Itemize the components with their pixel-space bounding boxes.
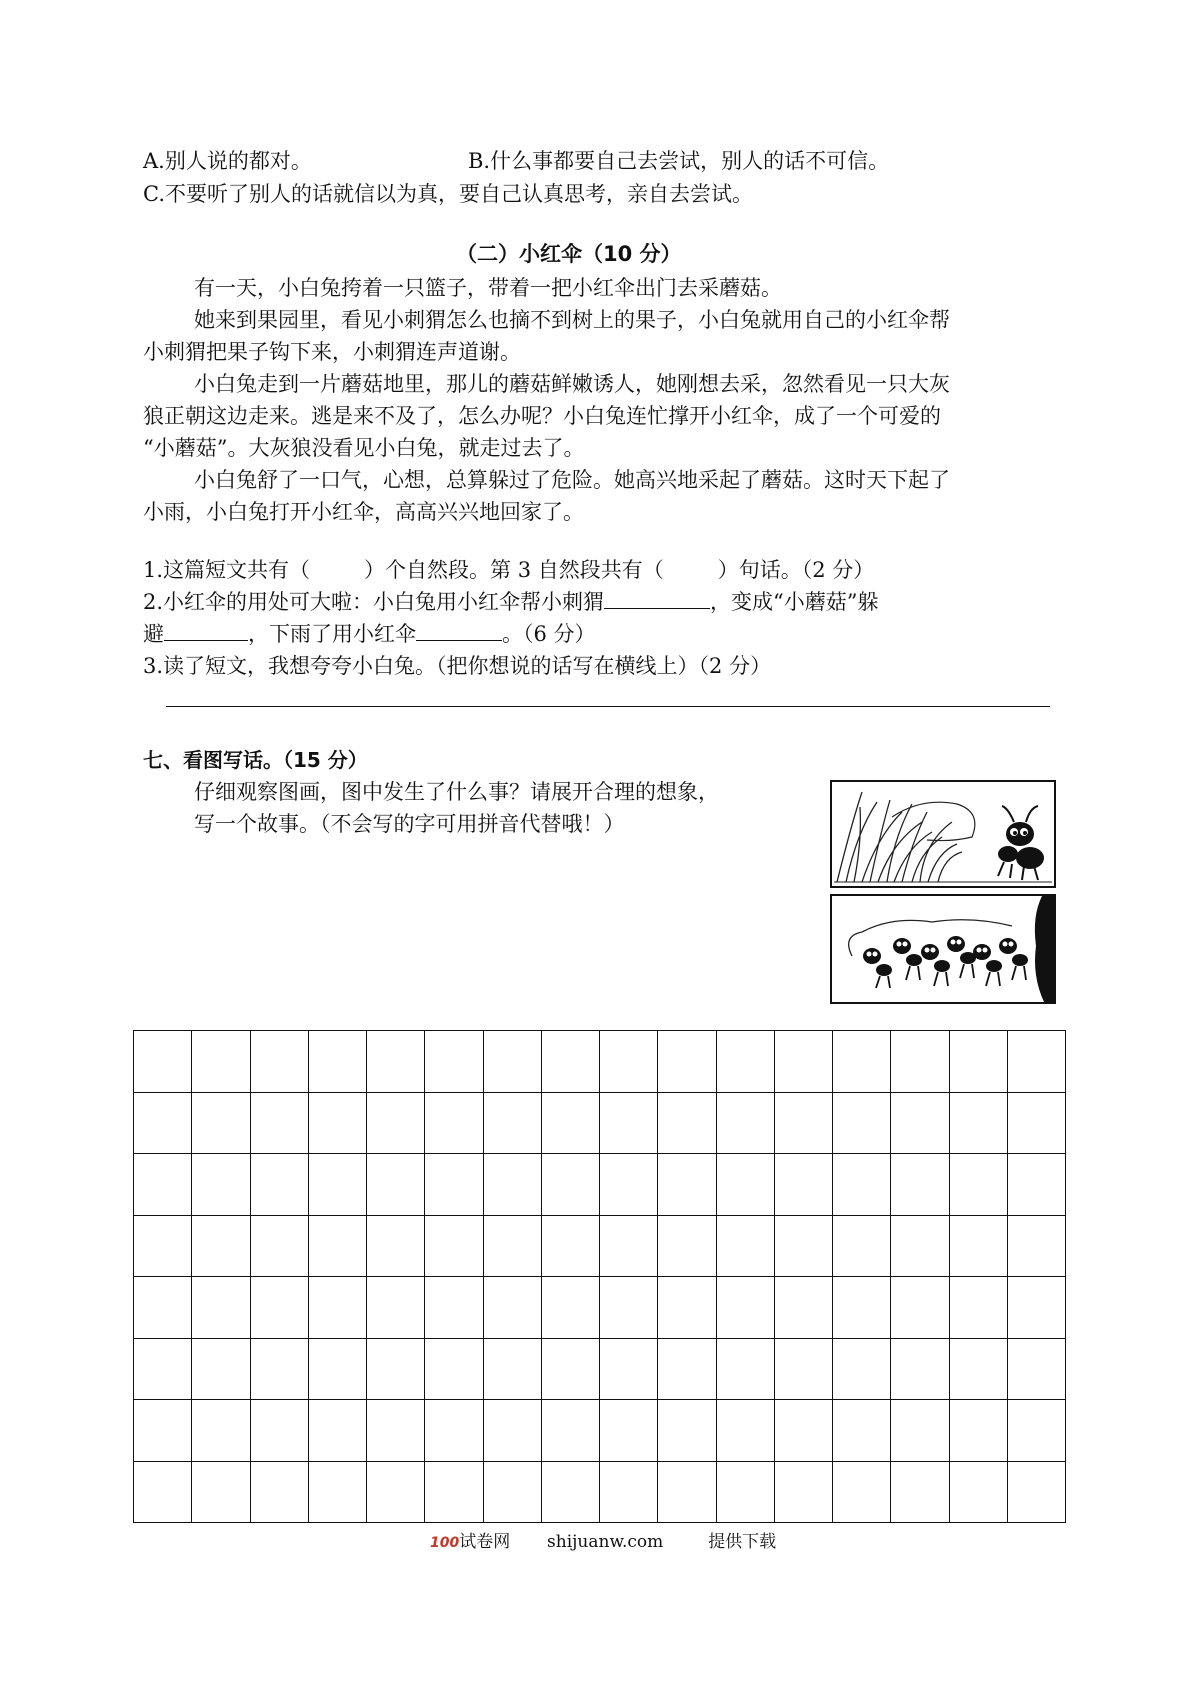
grid-cell[interactable] (251, 1031, 309, 1093)
grid-cell[interactable] (367, 1093, 425, 1155)
section-7-instruction: 仔细观察图画，图中发生了什么事？请展开合理的想象， (194, 780, 719, 804)
grid-cell[interactable] (717, 1400, 775, 1462)
question-1 (143, 556, 874, 584)
grid-cell[interactable] (542, 1093, 600, 1155)
grid-cell[interactable] (658, 1154, 716, 1216)
grid-cell[interactable] (658, 1093, 716, 1155)
grid-cell[interactable] (658, 1400, 716, 1462)
grid-cell[interactable] (658, 1031, 716, 1093)
grid-cell[interactable] (600, 1339, 658, 1401)
passage-paragraph: 小白兔舒了一口气，心想，总算躲过了危险。她高兴地采起了蘑菇。这时天下起了 (194, 468, 950, 492)
grid-cell[interactable] (134, 1462, 192, 1524)
grid-cell[interactable] (251, 1093, 309, 1155)
grid-cell[interactable] (717, 1339, 775, 1401)
grid-cell[interactable] (484, 1031, 542, 1093)
grid-cell[interactable] (367, 1277, 425, 1339)
grid-cell[interactable] (775, 1093, 833, 1155)
question-2-text: 。（6 分） (502, 622, 596, 646)
answer-line[interactable] (166, 706, 1050, 707)
grid-cell[interactable] (367, 1462, 425, 1524)
option-a: A.别人说的都对。 (143, 149, 312, 173)
grid-cell[interactable] (309, 1093, 367, 1155)
grid-cell[interactable] (1008, 1277, 1066, 1339)
passage-line: 狼正朝这边走来。逃是来不及了，怎么办呢？小白兔连忙撑开小红伞，成了一个可爱的 (143, 404, 941, 428)
grid-cell[interactable] (717, 1093, 775, 1155)
footer (430, 1530, 776, 1555)
grid-cell[interactable] (192, 1277, 250, 1339)
grid-cell[interactable] (775, 1216, 833, 1278)
site-logo-text: 试卷网 (459, 1532, 511, 1552)
grid-cell[interactable] (425, 1400, 483, 1462)
grid-cell[interactable] (600, 1154, 658, 1216)
passage-paragraph: 小白兔走到一片蘑菇地里，那儿的蘑菇鲜嫩诱人，她刚想去采，忽然看见一只大灰 (194, 372, 950, 396)
grid-cell[interactable] (891, 1154, 949, 1216)
grid-cell[interactable] (367, 1339, 425, 1401)
grid-cell[interactable] (1008, 1216, 1066, 1278)
grid-cell[interactable] (367, 1400, 425, 1462)
grid-cell[interactable] (1008, 1462, 1066, 1524)
grid-cell[interactable] (950, 1277, 1008, 1339)
grid-cell[interactable] (833, 1400, 891, 1462)
question-1-text: ）句话。（2 分） (717, 558, 875, 582)
site-logo-number: 100 (430, 1535, 460, 1551)
grid-cell[interactable] (833, 1339, 891, 1401)
grid-cell[interactable] (367, 1031, 425, 1093)
ant-grass-drawing (832, 782, 1054, 886)
grid-cell[interactable] (658, 1462, 716, 1524)
grid-cell[interactable] (309, 1277, 367, 1339)
site-url: shijuanw.com (547, 1532, 664, 1552)
grid-cell[interactable] (891, 1462, 949, 1524)
question-2-line-2 (143, 620, 596, 648)
grid-cell[interactable] (891, 1400, 949, 1462)
grid-cell[interactable] (775, 1154, 833, 1216)
grid-cell[interactable] (134, 1216, 192, 1278)
grid-cell[interactable] (600, 1093, 658, 1155)
grid-cell[interactable] (309, 1216, 367, 1278)
grid-cell[interactable] (891, 1031, 949, 1093)
grid-cell[interactable] (542, 1462, 600, 1524)
grid-cell[interactable] (134, 1277, 192, 1339)
grid-cell[interactable] (950, 1154, 1008, 1216)
grid-cell[interactable] (484, 1462, 542, 1524)
grid-cell[interactable] (950, 1216, 1008, 1278)
grid-cell[interactable] (950, 1031, 1008, 1093)
grid-cell[interactable] (309, 1339, 367, 1401)
passage-paragraph: 有一天，小白兔挎着一只篮子，带着一把小红伞出门去采蘑菇。 (194, 276, 782, 300)
question-2-text: 2.小红伞的用处可大啦：小白兔用小红伞帮小刺猬 (143, 590, 605, 614)
grid-cell[interactable] (717, 1154, 775, 1216)
grid-cell[interactable] (775, 1277, 833, 1339)
grid-cell[interactable] (950, 1093, 1008, 1155)
grid-cell[interactable] (309, 1400, 367, 1462)
ant-grass-picture (830, 780, 1056, 888)
grid-cell[interactable] (542, 1031, 600, 1093)
ants-carrying-picture (830, 894, 1056, 1004)
grid-cell[interactable] (542, 1216, 600, 1278)
grid-cell[interactable] (425, 1277, 483, 1339)
grid-cell[interactable] (717, 1216, 775, 1278)
grid-cell[interactable] (542, 1339, 600, 1401)
answer-blank[interactable] (604, 588, 710, 609)
passage-line: 小雨，小白兔打开小红伞，高高兴兴地回家了。 (143, 500, 584, 524)
option-c: C.不要听了别人的话就信以为真，要自己认真思考，亲自去尝试。 (143, 182, 753, 206)
grid-cell[interactable] (542, 1154, 600, 1216)
grid-cell[interactable] (1008, 1400, 1066, 1462)
ants-carrying-drawing (832, 896, 1054, 1002)
grid-cell[interactable] (134, 1154, 192, 1216)
grid-cell[interactable] (251, 1277, 309, 1339)
answer-blank[interactable] (164, 620, 248, 641)
grid-cell[interactable] (192, 1339, 250, 1401)
grid-cell[interactable] (192, 1400, 250, 1462)
grid-cell[interactable] (134, 1093, 192, 1155)
passage-line: “小蘑菇”。大灰狼没看见小白兔，就走过去了。 (143, 436, 585, 460)
grid-cell[interactable] (309, 1031, 367, 1093)
question-2-text: 避 (143, 622, 164, 646)
question-2-text: ，下雨了用小红伞 (248, 622, 416, 646)
grid-cell[interactable] (484, 1093, 542, 1155)
grid-cell[interactable] (134, 1400, 192, 1462)
grid-cell[interactable] (775, 1400, 833, 1462)
grid-cell[interactable] (251, 1400, 309, 1462)
grid-cell[interactable] (891, 1277, 949, 1339)
grid-cell[interactable] (425, 1216, 483, 1278)
grid-cell[interactable] (367, 1154, 425, 1216)
grid-cell[interactable] (600, 1031, 658, 1093)
grid-cell[interactable] (134, 1339, 192, 1401)
grid-cell[interactable] (891, 1093, 949, 1155)
grid-cell[interactable] (134, 1031, 192, 1093)
option-b: B.什么事都要自己去尝试，别人的话不可信。 (468, 149, 890, 173)
grid-cell[interactable] (600, 1277, 658, 1339)
grid-cell[interactable] (833, 1277, 891, 1339)
grid-cell[interactable] (1008, 1339, 1066, 1401)
grid-cell[interactable] (309, 1462, 367, 1524)
grid-cell[interactable] (658, 1339, 716, 1401)
grid-cell[interactable] (192, 1154, 250, 1216)
grid-cell[interactable] (251, 1154, 309, 1216)
grid-cell[interactable] (542, 1400, 600, 1462)
passage-title: （二）小红伞（10 分） (456, 242, 682, 266)
grid-cell[interactable] (658, 1216, 716, 1278)
grid-cell[interactable] (950, 1462, 1008, 1524)
grid-cell[interactable] (192, 1031, 250, 1093)
grid-cell[interactable] (717, 1277, 775, 1339)
grid-cell[interactable] (775, 1462, 833, 1524)
question-2-line-1 (143, 588, 879, 616)
grid-cell[interactable] (833, 1154, 891, 1216)
grid-cell[interactable] (600, 1216, 658, 1278)
grid-cell[interactable] (425, 1339, 483, 1401)
grid-cell[interactable] (1008, 1031, 1066, 1093)
grid-cell[interactable] (950, 1339, 1008, 1401)
grid-cell[interactable] (484, 1400, 542, 1462)
passage-line: 小刺猬把果子钩下来，小刺猬连声道谢。 (143, 340, 521, 364)
grid-cell[interactable] (775, 1339, 833, 1401)
grid-cell[interactable] (484, 1154, 542, 1216)
answer-blank[interactable] (416, 620, 502, 641)
question-3: 3.读了短文，我想夸夸小白兔。（把你想说的话写在横线上）（2 分） (143, 654, 772, 678)
grid-cell[interactable] (367, 1216, 425, 1278)
passage-paragraph: 她来到果园里，看见小刺猬怎么也摘不到树上的果子，小白兔就用自己的小红伞帮 (194, 308, 950, 332)
grid-cell[interactable] (192, 1093, 250, 1155)
question-2-text: ，变成“小蘑菇”躲 (710, 590, 879, 614)
download-note: 提供下载 (708, 1532, 777, 1552)
grid-cell[interactable] (309, 1154, 367, 1216)
grid-cell[interactable] (251, 1462, 309, 1524)
grid-cell[interactable] (425, 1031, 483, 1093)
grid-cell[interactable] (891, 1339, 949, 1401)
grid-cell[interactable] (950, 1400, 1008, 1462)
grid-cell[interactable] (833, 1031, 891, 1093)
grid-cell[interactable] (425, 1093, 483, 1155)
grid-cell[interactable] (484, 1216, 542, 1278)
grid-cell[interactable] (484, 1277, 542, 1339)
question-1-text: ）个自然段。第 3 自然段共有（ (364, 558, 664, 582)
grid-cell[interactable] (833, 1093, 891, 1155)
grid-cell[interactable] (425, 1154, 483, 1216)
grid-cell[interactable] (600, 1400, 658, 1462)
grid-cell[interactable] (600, 1462, 658, 1524)
grid-cell[interactable] (251, 1216, 309, 1278)
grid-cell[interactable] (717, 1031, 775, 1093)
grid-cell[interactable] (251, 1339, 309, 1401)
section-7-heading: 七、看图写话。（15 分） (143, 748, 368, 772)
question-1-text: 1.这篇短文共有（ (143, 558, 311, 582)
grid-cell[interactable] (1008, 1154, 1066, 1216)
grid-cell[interactable] (658, 1277, 716, 1339)
grid-cell[interactable] (1008, 1093, 1066, 1155)
grid-cell[interactable] (775, 1031, 833, 1093)
writing-grid[interactable] (133, 1030, 1066, 1523)
grid-cell[interactable] (425, 1462, 483, 1524)
grid-cell[interactable] (833, 1216, 891, 1278)
grid-cell[interactable] (891, 1216, 949, 1278)
grid-cell[interactable] (192, 1216, 250, 1278)
grid-cell[interactable] (717, 1462, 775, 1524)
section-7-instruction: 写一个故事。（不会写的字可用拼音代替哦！） (194, 812, 625, 836)
grid-cell[interactable] (542, 1277, 600, 1339)
grid-cell[interactable] (192, 1462, 250, 1524)
grid-cell[interactable] (484, 1339, 542, 1401)
grid-cell[interactable] (833, 1462, 891, 1524)
